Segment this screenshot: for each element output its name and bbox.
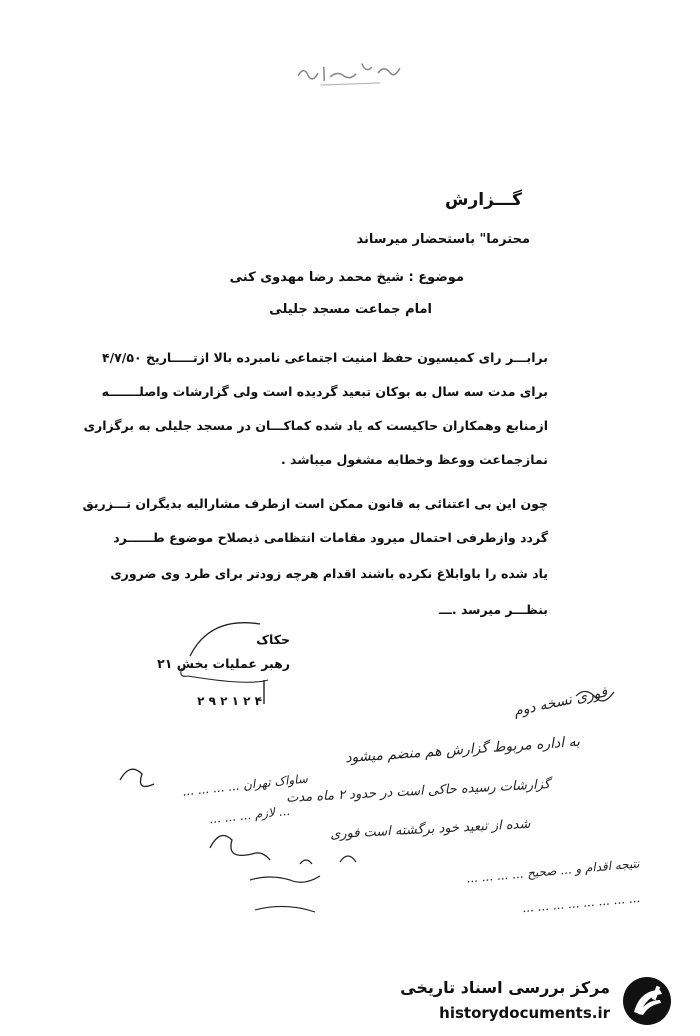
subject-imam-line: امام جماعت مسجد جلیلی bbox=[269, 302, 432, 317]
faded-stamp bbox=[289, 50, 410, 94]
handwritten-note-top: فوری نسخه دوم bbox=[512, 684, 609, 720]
body-line: برای مدت سه سال به بوکان تبعید گردیده است ولی گزارشات واصلـــــــه bbox=[101, 384, 548, 399]
body-line: نمازجماعت ووعظ وخطابه مشغول میباشد . bbox=[280, 452, 548, 467]
body-line: یاد شده را باوابلاغ نکرده باشند اقدام هرچه زودتر برای طرد وی ضروری bbox=[110, 566, 548, 581]
watermark bbox=[370, 972, 680, 1030]
body-line: برابـــر رای کمیسیون حفظ امنیت اجتماعی نامبرده بالا ازتـــــاریخ ۴/۷/۵۰ bbox=[101, 350, 548, 365]
handwritten-note-left: ... لازم ... ... ... bbox=[208, 803, 291, 827]
document-title: گـــزارش bbox=[445, 190, 522, 210]
subject-line: موضوع : شیخ محمد رضا مهدوی کنی bbox=[229, 270, 464, 285]
salutation: محترما" باستحضار میرساند bbox=[356, 232, 530, 247]
signature-number: ۴ ۲ ۱ ۲ ۹ ۲ bbox=[197, 694, 262, 708]
signature-name: حکاک bbox=[256, 632, 290, 647]
watermark-url: historydocuments.ir bbox=[439, 1004, 610, 1022]
signature-title: رهبر عملیات بخش ۲۱ bbox=[157, 656, 290, 671]
archive-logo-icon bbox=[618, 974, 676, 1028]
body-line: ازمنابع وهمکاران حاکیست که یاد شده کماکـــان در مسجد جلیلی به برگزاری bbox=[83, 418, 548, 433]
handwritten-note-line: ... ... ... ... ... ... ... ... bbox=[521, 890, 641, 916]
watermark-title: مرکز بررسی اسناد تاریخی bbox=[400, 978, 610, 997]
body-line: چون این بی اعتنائی به قانون ممکن است ازطرف مشارالیه بدیگران تـــزریق bbox=[82, 496, 548, 511]
handwritten-note-left: ساواک تهران ... ... ... ... bbox=[181, 771, 309, 799]
handwritten-note-line: گزارشات رسیده حاکی است در حدود ۲ ماه مدت bbox=[285, 777, 551, 806]
body-line: گردد وازطرفی احتمال میرود مقامات انتظامی ذیصلاح موضوع طــــــرد bbox=[113, 530, 548, 545]
handwritten-note-line: نتیجه اقدام و ... صحیح ... ... ... ... bbox=[465, 856, 641, 886]
body-line: بنظـــر میرسد .ـــ bbox=[439, 602, 548, 617]
handwritten-note-line: به اداره مربوط گزارش هم منضم میشود bbox=[344, 733, 581, 767]
handwritten-note-line: شده از تبعید خود برگشته است فوری bbox=[329, 816, 531, 843]
